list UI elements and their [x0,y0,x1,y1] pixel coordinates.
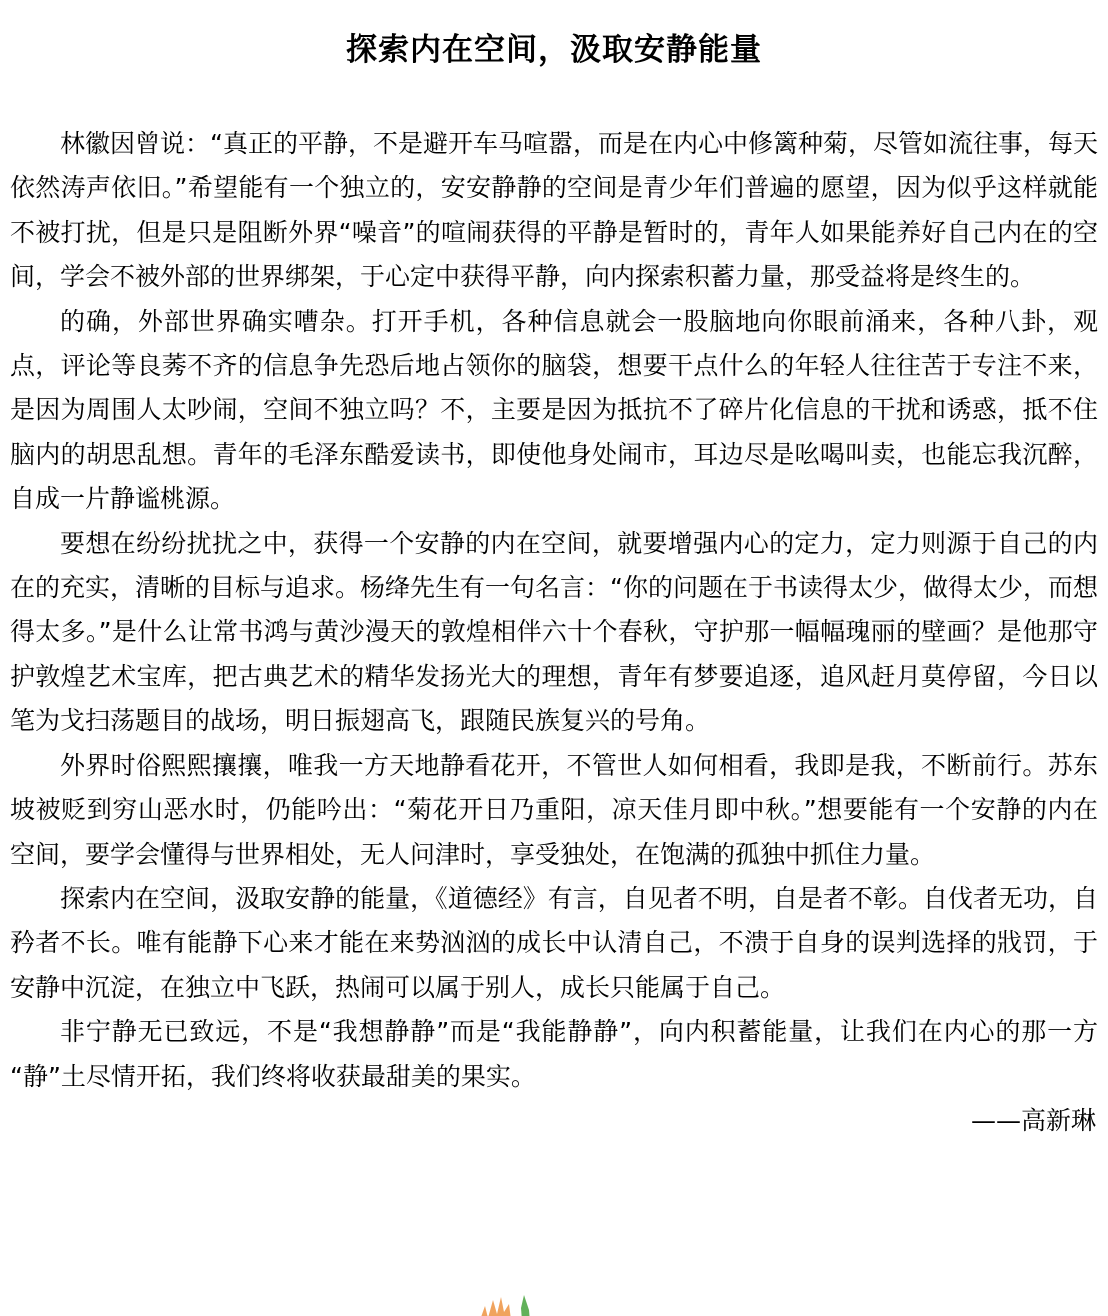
paragraph-1: 林徽因曾说：“真正的平静，不是避开车马喧嚣，而是在内心中修篱种菊，尽管如流往事，每天依然涛声依旧。”希望能有一个独立的，安安静静的空间是青少年们普遍的愿望，因为似乎这样就能不被打扰，但是只是阻断外界“噪音”的喧闹获得的平静是暂时的，青年人如果能养好自己内在的空间，学会不被外部的世界绑架，于心定中获得平静，向内探索积蓄力量，那受益将是终生的。 [10,129,1098,292]
paragraph-4: 外界时俗熙熙攘攘，唯我一方天地静看花开，不管世人如何相看，我即是我，不断前行。苏东坡被贬到穷山恶水时，仍能吟出：“菊花开日乃重阳，凉天佳月即中秋。”想要能有一个安静的内在空间，要学会懂得与世界相处，无人问津时，享受独处，在饱满的孤独中抓住力量。 [10,750,1098,869]
paragraph-2: 的确，外部世界确实嘈杂。打开手机，各种信息就会一股脑地向你眼前涌来，各种八卦，观点，评论等良莠不齐的信息争先恐后地占领你的脑袋，想要干点什么的年轻人往往苦于专注不来，是因为周围人太吵闹，空间不独立吗？不，主要是因为抵抗不了碎片化信息的干扰和诱惑，抵不住脑内的胡思乱想。青年的毛泽东酷爱读书，即使他身处闹市，耳边尽是吆喝叫卖，也能忘我沉醉，自成一片静谧桃源。 [10,306,1098,514]
document-title: 探索内在空间，汲取安静能量 [346,32,762,68]
paragraph-5: 探索内在空间，汲取安静的能量，《道德经》有言，自见者不明，自是者不彰。自伐者无功，自矜者不长。唯有能静下心来才能在来势汹汹的成长中认清自己，不溃于自身的误判选择的戕罚，于安静中沉淀，在独立中飞跃，热闹可以属于别人，成长只能属于自己。 [10,883,1098,1002]
flame-leaf-decoration-icon [468,1294,544,1316]
paragraph-3: 要想在纷纷扰扰之中，获得一个安静的内在空间，就要增强内心的定力，定力则源于自己的内在的充实，清晰的目标与追求。杨绛先生有一句名言：“你的问题在于书读得太少，做得太少，而想得太多。”是什么让常书鸿与黄沙漫天的敦煌相伴六十个春秋，守护那一幅幅瑰丽的壁画？是他那守护敦煌艺术宝库，把古典艺术的精华发扬光大的理想，青年有梦要追逐，追风赶月莫停留，今日以笔为戈扫荡题目的战场，明日振翅高飞，跟随民族复兴的号角。 [10,528,1098,736]
author-signature: ——高新琳 [970,1105,1096,1135]
essay-body [0,122,1108,1099]
paragraph-6: 非宁静无已致远，不是“我想静静”而是“我能静静”，向内积蓄能量，让我们在内心的那一方“静”土尽情开拓，我们终将收获最甜美的果实。 [10,1017,1098,1091]
